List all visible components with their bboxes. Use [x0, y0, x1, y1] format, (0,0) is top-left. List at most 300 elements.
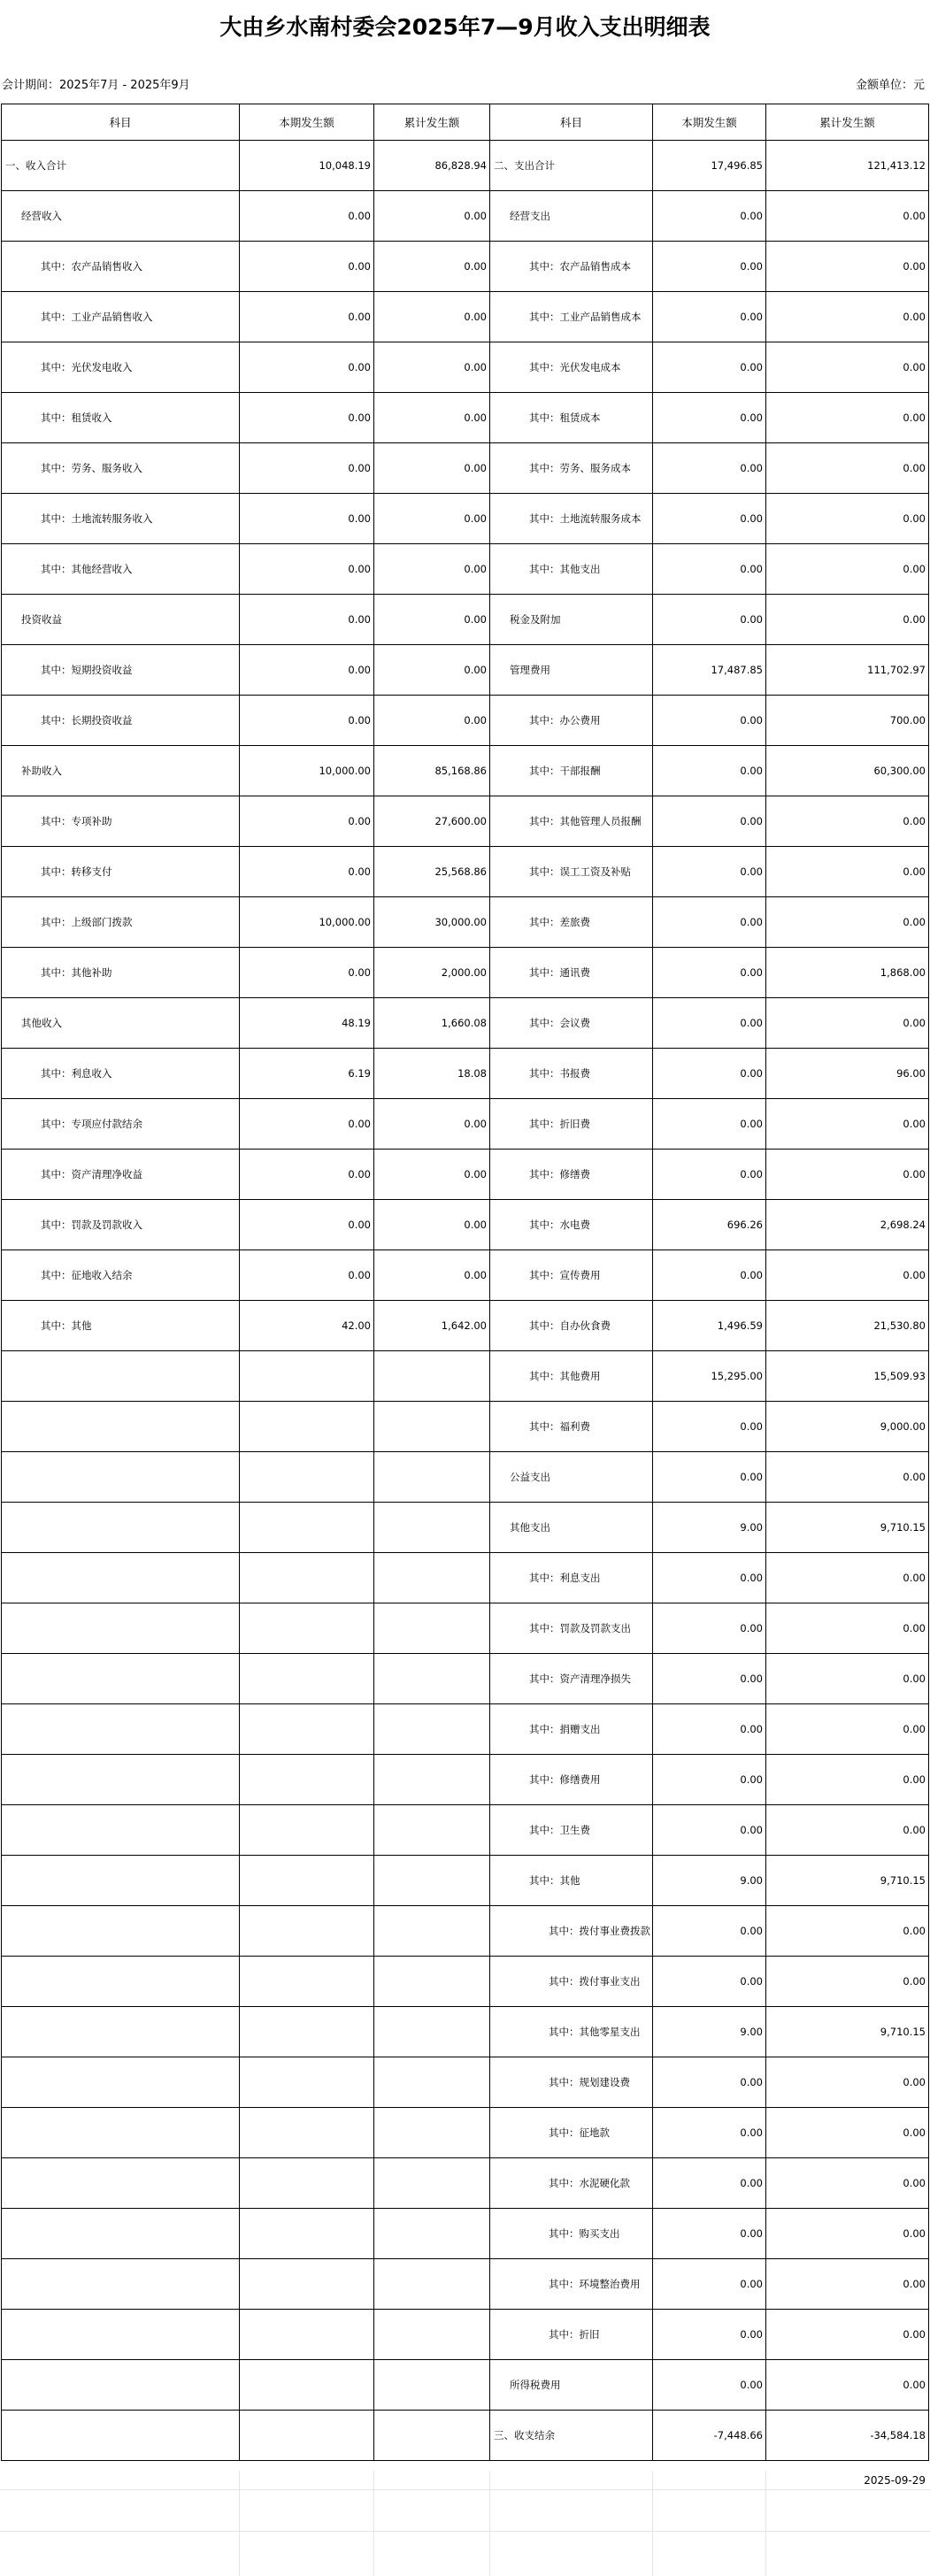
currency-unit: 金额单位：元: [855, 79, 925, 92]
table-row: [2, 1049, 929, 1099]
expense-subject: 其中：土地流转服务成本: [490, 494, 653, 544]
empty-cell: [374, 2310, 490, 2360]
income-current-amount: 0.00: [240, 645, 374, 696]
table-row: [2, 494, 929, 544]
expense-subject: 其中：误工工资及补贴: [490, 847, 653, 897]
header-current-income: 本期发生额: [240, 104, 374, 141]
income-current-amount: 0.00: [240, 544, 374, 595]
expense-current-amount: 0.00: [653, 443, 766, 494]
income-subject: 其中：短期投资收益: [2, 645, 240, 696]
income-current-amount: 42.00: [240, 1301, 374, 1351]
empty-cell: [374, 2108, 490, 2158]
expense-total-amount: 0.00: [766, 1250, 929, 1301]
expense-total-amount: 700.00: [766, 696, 929, 746]
empty-cell: [374, 2209, 490, 2259]
table-row: [2, 998, 929, 1049]
empty-cell: [2, 1452, 240, 1503]
expense-total-amount: 111,702.97: [766, 645, 929, 696]
expense-subject: 其中：利息支出: [490, 1553, 653, 1603]
income-subject: 其中：专项补助: [2, 796, 240, 847]
expense-total-amount: 0.00: [766, 2310, 929, 2360]
empty-cell: [240, 1603, 374, 1654]
empty-cell: [240, 1452, 374, 1503]
empty-cell: [240, 2007, 374, 2057]
blank-grid-column: [489, 2472, 490, 2576]
table-row: [2, 544, 929, 595]
expense-total-amount: 0.00: [766, 393, 929, 443]
expense-current-amount: 0.00: [653, 494, 766, 544]
expense-total-amount: 0.00: [766, 2360, 929, 2411]
income-total-amount: 1,660.08: [374, 998, 490, 1049]
income-current-amount: 0.00: [240, 443, 374, 494]
empty-cell: [240, 1402, 374, 1452]
empty-cell: [374, 1503, 490, 1553]
empty-cell: [2, 1654, 240, 1704]
expense-current-amount: 0.00: [653, 998, 766, 1049]
table-row: [2, 292, 929, 342]
expense-subject: 其中：其他费用: [490, 1351, 653, 1402]
expense-current-amount: 0.00: [653, 595, 766, 645]
expense-current-amount: 0.00: [653, 897, 766, 948]
expense-subject: 其中：折旧: [490, 2310, 653, 2360]
table-row: [2, 443, 929, 494]
expense-subject: 其中：书报费: [490, 1049, 653, 1099]
income-current-amount: 48.19: [240, 998, 374, 1049]
expense-total-amount: 2,698.24: [766, 1200, 929, 1250]
income-total-amount: 0.00: [374, 1200, 490, 1250]
income-subject: 其中：光伏发电收入: [2, 342, 240, 393]
table-header-row: [2, 104, 929, 141]
income-subject: 其中：征地收入结余: [2, 1250, 240, 1301]
header-subject-income: 科目: [2, 104, 240, 141]
expense-subject: 其中：规划建设费: [490, 2057, 653, 2108]
expense-current-amount: -7,448.66: [653, 2411, 766, 2461]
empty-cell: [2, 2158, 240, 2209]
expense-subject: 其中：罚款及罚款支出: [490, 1603, 653, 1654]
income-current-amount: 6.19: [240, 1049, 374, 1099]
table-row: [2, 1402, 929, 1452]
empty-cell: [374, 1351, 490, 1402]
income-subject: 一、收入合计: [2, 141, 240, 191]
empty-cell: [2, 1704, 240, 1755]
table-row: [2, 1503, 929, 1553]
expense-total-amount: 21,530.80: [766, 1301, 929, 1351]
expense-subject: 其中：光伏发电成本: [490, 342, 653, 393]
expense-total-amount: 0.00: [766, 2259, 929, 2310]
expense-current-amount: 0.00: [653, 1704, 766, 1755]
expense-total-amount: 0.00: [766, 796, 929, 847]
expense-subject: 其中：环境整治费用: [490, 2259, 653, 2310]
income-current-amount: 0.00: [240, 948, 374, 998]
expense-current-amount: 0.00: [653, 1603, 766, 1654]
income-total-amount: 0.00: [374, 242, 490, 292]
empty-cell: [2, 2259, 240, 2310]
expense-total-amount: 0.00: [766, 1755, 929, 1805]
expense-subject: 其中：宣传费用: [490, 1250, 653, 1301]
income-total-amount: 0.00: [374, 1250, 490, 1301]
income-total-amount: 0.00: [374, 544, 490, 595]
empty-cell: [240, 1654, 374, 1704]
empty-cell: [374, 1957, 490, 2007]
expense-current-amount: 0.00: [653, 1150, 766, 1200]
expense-current-amount: 0.00: [653, 544, 766, 595]
expense-current-amount: 17,487.85: [653, 645, 766, 696]
empty-cell: [2, 1755, 240, 1805]
expense-current-amount: 0.00: [653, 342, 766, 393]
income-current-amount: 0.00: [240, 1099, 374, 1150]
expense-current-amount: 0.00: [653, 2360, 766, 2411]
table-row: [2, 847, 929, 897]
table-row: [2, 1856, 929, 1906]
expense-current-amount: 0.00: [653, 1553, 766, 1603]
income-total-amount: 30,000.00: [374, 897, 490, 948]
expense-total-amount: 0.00: [766, 1957, 929, 2007]
empty-cell: [2, 2411, 240, 2461]
table-row: [2, 645, 929, 696]
table-row: [2, 1603, 929, 1654]
expense-total-amount: 0.00: [766, 1654, 929, 1704]
expense-current-amount: 0.00: [653, 1755, 766, 1805]
income-total-amount: 25,568.86: [374, 847, 490, 897]
expense-total-amount: -34,584.18: [766, 2411, 929, 2461]
expense-subject: 其中：捐赠支出: [490, 1704, 653, 1755]
income-total-amount: 0.00: [374, 292, 490, 342]
table-row: [2, 796, 929, 847]
expense-total-amount: 0.00: [766, 1150, 929, 1200]
empty-cell: [2, 1805, 240, 1856]
empty-cell: [374, 1654, 490, 1704]
expense-subject: 二、支出合计: [490, 141, 653, 191]
expense-subject: 其中：水电费: [490, 1200, 653, 1250]
expense-total-amount: 0.00: [766, 2209, 929, 2259]
expense-current-amount: 0.00: [653, 1099, 766, 1150]
expense-total-amount: 0.00: [766, 242, 929, 292]
income-current-amount: 10,000.00: [240, 897, 374, 948]
empty-cell: [240, 2209, 374, 2259]
expense-total-amount: 0.00: [766, 2108, 929, 2158]
table-row: [2, 746, 929, 796]
empty-cell: [374, 1856, 490, 1906]
table-row: [2, 1755, 929, 1805]
expense-subject: 其中：租赁成本: [490, 393, 653, 443]
empty-cell: [2, 2108, 240, 2158]
expense-current-amount: 9.00: [653, 2007, 766, 2057]
expense-total-amount: 9,710.15: [766, 2007, 929, 2057]
empty-cell: [374, 2360, 490, 2411]
table-row: [2, 696, 929, 746]
accounting-period: 会计期间：2025年7月 - 2025年9月: [2, 79, 190, 92]
income-total-amount: 0.00: [374, 494, 490, 544]
expense-total-amount: 0.00: [766, 191, 929, 242]
income-current-amount: 0.00: [240, 1250, 374, 1301]
income-current-amount: 0.00: [240, 393, 374, 443]
blank-grid-column: [239, 2472, 240, 2576]
expense-total-amount: 1,868.00: [766, 948, 929, 998]
income-current-amount: 0.00: [240, 1150, 374, 1200]
income-total-amount: 0.00: [374, 1150, 490, 1200]
income-total-amount: 0.00: [374, 696, 490, 746]
income-subject: 其中：专项应付款结余: [2, 1099, 240, 1150]
table-row: [2, 1351, 929, 1402]
empty-cell: [240, 1957, 374, 2007]
expense-total-amount: 0.00: [766, 1603, 929, 1654]
empty-cell: [240, 2108, 374, 2158]
expense-total-amount: 0.00: [766, 1704, 929, 1755]
empty-cell: [2, 2007, 240, 2057]
expense-subject: 其中：工业产品销售成本: [490, 292, 653, 342]
empty-cell: [240, 2158, 374, 2209]
expense-total-amount: 0.00: [766, 443, 929, 494]
empty-cell: [374, 1553, 490, 1603]
expense-current-amount: 0.00: [653, 746, 766, 796]
income-current-amount: 10,048.19: [240, 141, 374, 191]
income-total-amount: 0.00: [374, 595, 490, 645]
income-subject: 补助收入: [2, 746, 240, 796]
table-row: [2, 2259, 929, 2310]
blank-grid-column: [765, 2472, 766, 2576]
empty-cell: [2, 1856, 240, 1906]
expense-current-amount: 17,496.85: [653, 141, 766, 191]
expense-total-amount: 96.00: [766, 1049, 929, 1099]
empty-cell: [374, 2158, 490, 2209]
income-total-amount: 0.00: [374, 1099, 490, 1150]
expense-current-amount: 0.00: [653, 2310, 766, 2360]
expense-total-amount: 0.00: [766, 292, 929, 342]
expense-total-amount: 0.00: [766, 2158, 929, 2209]
empty-cell: [374, 1906, 490, 1957]
expense-subject: 其中：其他: [490, 1856, 653, 1906]
table-row: [2, 1957, 929, 2007]
income-total-amount: 18.08: [374, 1049, 490, 1099]
income-subject: 其中：长期投资收益: [2, 696, 240, 746]
expense-current-amount: 0.00: [653, 1250, 766, 1301]
expense-subject: 其中：水泥硬化款: [490, 2158, 653, 2209]
expense-total-amount: 9,710.15: [766, 1856, 929, 1906]
income-total-amount: 0.00: [374, 443, 490, 494]
expense-subject: 其中：征地款: [490, 2108, 653, 2158]
expense-total-amount: 121,413.12: [766, 141, 929, 191]
income-total-amount: 85,168.86: [374, 746, 490, 796]
empty-cell: [240, 2057, 374, 2108]
expense-current-amount: 696.26: [653, 1200, 766, 1250]
income-total-amount: 86,828.94: [374, 141, 490, 191]
table-row: [2, 1099, 929, 1150]
expense-subject: 其中：福利费: [490, 1402, 653, 1452]
expense-total-amount: 0.00: [766, 1906, 929, 1957]
expense-subject: 其中：会议费: [490, 998, 653, 1049]
empty-cell: [240, 1906, 374, 1957]
expense-current-amount: 15,295.00: [653, 1351, 766, 1402]
expense-current-amount: 0.00: [653, 292, 766, 342]
expense-current-amount: 0.00: [653, 2108, 766, 2158]
empty-cell: [374, 1603, 490, 1654]
income-total-amount: 0.00: [374, 342, 490, 393]
expense-current-amount: 0.00: [653, 191, 766, 242]
empty-cell: [2, 1906, 240, 1957]
income-current-amount: 0.00: [240, 796, 374, 847]
expense-subject: 其中：资产清理净损失: [490, 1654, 653, 1704]
expense-total-amount: 0.00: [766, 595, 929, 645]
expense-subject: 其中：其他管理人员报酬: [490, 796, 653, 847]
income-current-amount: 0.00: [240, 595, 374, 645]
table-row: [2, 1200, 929, 1250]
income-subject: 其中：罚款及罚款收入: [2, 1200, 240, 1250]
expense-subject: 其中：拨付事业费拨款: [490, 1906, 653, 1957]
table-row: [2, 595, 929, 645]
empty-cell: [374, 1452, 490, 1503]
expense-subject: 管理费用: [490, 645, 653, 696]
empty-cell: [374, 2057, 490, 2108]
table-row: [2, 1452, 929, 1503]
empty-cell: [240, 2360, 374, 2411]
expense-current-amount: 0.00: [653, 1402, 766, 1452]
expense-total-amount: 0.00: [766, 1099, 929, 1150]
table-row: [2, 2310, 929, 2360]
expense-total-amount: 0.00: [766, 544, 929, 595]
expense-subject: 所得税费用: [490, 2360, 653, 2411]
expense-current-amount: 0.00: [653, 1049, 766, 1099]
expense-subject: 公益支出: [490, 1452, 653, 1503]
income-subject: 其中：土地流转服务收入: [2, 494, 240, 544]
expense-total-amount: 0.00: [766, 2057, 929, 2108]
expense-current-amount: 0.00: [653, 1805, 766, 1856]
income-subject: 其中：资产清理净收益: [2, 1150, 240, 1200]
table-row: [2, 2411, 929, 2461]
income-total-amount: 0.00: [374, 393, 490, 443]
income-subject: 其中：租赁收入: [2, 393, 240, 443]
empty-cell: [374, 2411, 490, 2461]
expense-current-amount: 0.00: [653, 1906, 766, 1957]
expense-current-amount: 0.00: [653, 948, 766, 998]
expense-subject: 经营支出: [490, 191, 653, 242]
empty-cell: [240, 1351, 374, 1402]
empty-cell: [2, 1603, 240, 1654]
income-subject: 经营收入: [2, 191, 240, 242]
table-row: [2, 242, 929, 292]
empty-cell: [374, 1755, 490, 1805]
table-row: [2, 948, 929, 998]
blank-grid-line: [0, 2489, 930, 2490]
table-row: [2, 2007, 929, 2057]
table-row: [2, 1704, 929, 1755]
expense-total-amount: 9,710.15: [766, 1503, 929, 1553]
income-current-amount: 10,000.00: [240, 746, 374, 796]
expense-current-amount: 0.00: [653, 2259, 766, 2310]
empty-cell: [374, 2007, 490, 2057]
income-total-amount: 0.00: [374, 645, 490, 696]
expense-current-amount: 9.00: [653, 1856, 766, 1906]
report-title: 大由乡水南村委会2025年7—9月收入支出明细表: [219, 14, 711, 40]
empty-cell: [374, 1402, 490, 1452]
expense-subject: 其他支出: [490, 1503, 653, 1553]
table-row: [2, 2108, 929, 2158]
expense-subject: 其中：折旧费: [490, 1099, 653, 1150]
expense-current-amount: 1,496.59: [653, 1301, 766, 1351]
blank-grid-column: [373, 2472, 374, 2576]
expense-current-amount: 0.00: [653, 796, 766, 847]
empty-cell: [240, 1503, 374, 1553]
income-current-amount: 0.00: [240, 342, 374, 393]
income-subject: 其中：上级部门拨款: [2, 897, 240, 948]
empty-cell: [2, 1957, 240, 2007]
expense-current-amount: 9.00: [653, 1503, 766, 1553]
expense-subject: 税金及附加: [490, 595, 653, 645]
expense-subject: 其中：通讯费: [490, 948, 653, 998]
expense-total-amount: 0.00: [766, 1805, 929, 1856]
expense-subject: 其中：拨付事业支出: [490, 1957, 653, 2007]
expense-total-amount: 0.00: [766, 1452, 929, 1503]
table-row: [2, 1301, 929, 1351]
table-row: [2, 1553, 929, 1603]
table-row: [2, 141, 929, 191]
empty-cell: [240, 1553, 374, 1603]
expense-subject: 其中：修缮费用: [490, 1755, 653, 1805]
income-subject: 其他收入: [2, 998, 240, 1049]
header-current-expense: 本期发生额: [653, 104, 766, 141]
table-row: [2, 2158, 929, 2209]
table-row: [2, 2360, 929, 2411]
income-current-amount: 0.00: [240, 191, 374, 242]
report-date: 2025-09-29: [864, 2474, 926, 2487]
expense-total-amount: 0.00: [766, 897, 929, 948]
table-row: [2, 897, 929, 948]
income-current-amount: 0.00: [240, 292, 374, 342]
empty-cell: [2, 1351, 240, 1402]
header-total-income: 累计发生额: [374, 104, 490, 141]
expense-current-amount: 0.00: [653, 2057, 766, 2108]
table-row: [2, 342, 929, 393]
expense-total-amount: 0.00: [766, 1553, 929, 1603]
expense-total-amount: 60,300.00: [766, 746, 929, 796]
expense-total-amount: 0.00: [766, 847, 929, 897]
table-row: [2, 2209, 929, 2259]
expense-current-amount: 0.00: [653, 847, 766, 897]
income-subject: 其中：其他补助: [2, 948, 240, 998]
header-subject-expense: 科目: [490, 104, 653, 141]
income-subject: 其中：其他: [2, 1301, 240, 1351]
empty-cell: [240, 1805, 374, 1856]
income-subject: 其中：工业产品销售收入: [2, 292, 240, 342]
empty-cell: [240, 2310, 374, 2360]
table-row: [2, 1654, 929, 1704]
expense-subject: 其中：差旅费: [490, 897, 653, 948]
empty-cell: [240, 2259, 374, 2310]
expense-current-amount: 0.00: [653, 1452, 766, 1503]
empty-cell: [240, 1755, 374, 1805]
table-row: [2, 393, 929, 443]
expense-subject: 其中：农产品销售成本: [490, 242, 653, 292]
income-expense-table: [1, 104, 929, 2461]
income-total-amount: 1,642.00: [374, 1301, 490, 1351]
empty-cell: [2, 2310, 240, 2360]
income-current-amount: 0.00: [240, 1200, 374, 1250]
blank-grid-column: [652, 2472, 653, 2576]
income-subject: 其中：农产品销售收入: [2, 242, 240, 292]
table-row: [2, 1250, 929, 1301]
expense-current-amount: 0.00: [653, 242, 766, 292]
empty-cell: [2, 2057, 240, 2108]
table-row: [2, 2057, 929, 2108]
expense-subject: 其中：办公费用: [490, 696, 653, 746]
table-row: [2, 191, 929, 242]
income-subject: 其中：利息收入: [2, 1049, 240, 1099]
expense-total-amount: 0.00: [766, 998, 929, 1049]
income-subject: 投资收益: [2, 595, 240, 645]
expense-current-amount: 0.00: [653, 393, 766, 443]
expense-subject: 其中：修缮费: [490, 1150, 653, 1200]
table-body: [2, 141, 929, 2461]
income-current-amount: 0.00: [240, 494, 374, 544]
